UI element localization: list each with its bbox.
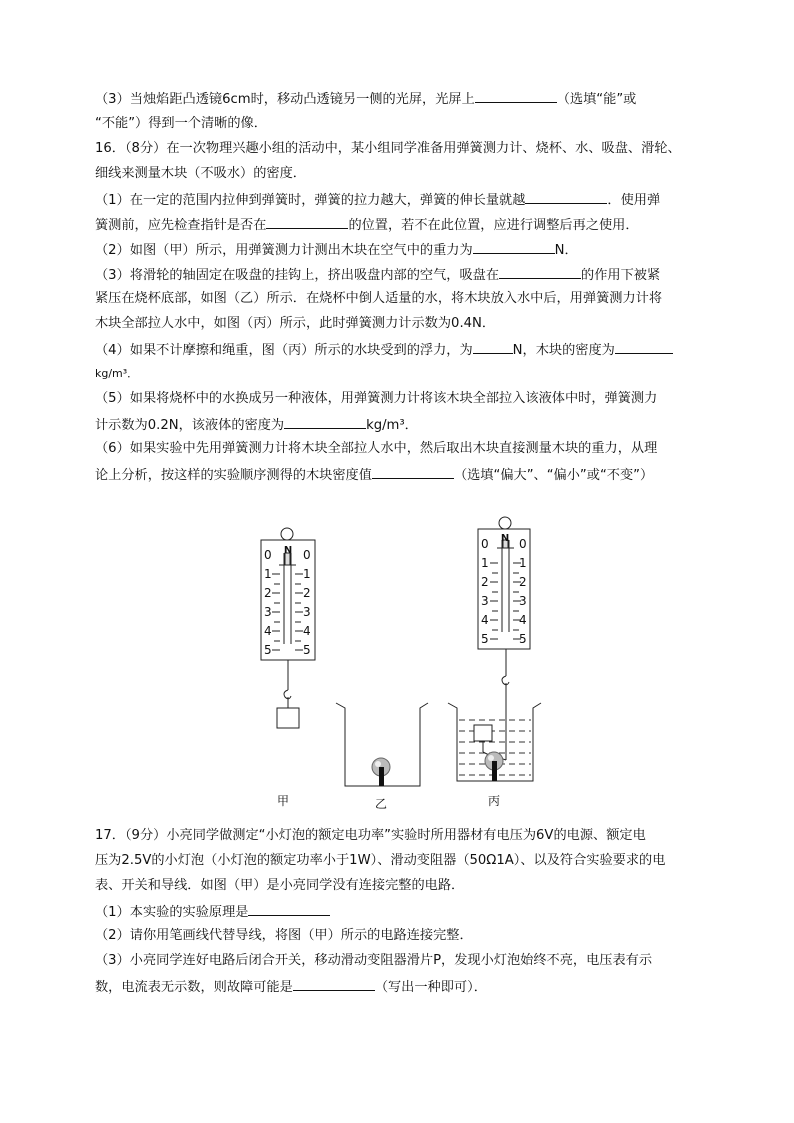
q16-part4-text-a: （4）如果不计摩擦和绳重，图（丙）所示的水块受到的浮力，为 [95,343,473,358]
q17-part3-text-c: （写出一种即可）． [374,980,487,995]
q16-part6-text-c: （选填“偏大”、“偏小”或“不变”） [453,468,654,483]
q17-part3-line1 [95,951,652,971]
scale-bing-tick-1-left: 1 [481,556,489,570]
q17-part1-text: （1）本实验的实验原理是 [95,905,249,920]
scale-bing-tick-0-right: 0 [519,537,527,551]
q16-part3-text-c: 紧压在烧杯底部，如图（乙）所示．在烧杯中倒人适量的水，将木块放入水中后，用弹簧测力计将 [95,291,663,306]
scale-bing-tick-2-right: 2 [519,575,527,589]
q16-part5-text-c: kg/m³． [366,418,418,433]
q17-part3-line2 [95,976,487,996]
scale-jia-tick-5-left: 5 [264,643,272,657]
scale-bing-tick-0-left: 0 [481,537,489,551]
scale-bing-tick-5-right: 5 [519,632,527,646]
q16-part4-text-c: kg/m³． [95,367,139,380]
scale-bing-tick-2-left: 2 [481,575,489,589]
beaker-bing [448,703,541,781]
q17-part2-line [95,926,473,946]
q16-part3-text-b: 的作用下被紧 [581,268,661,283]
q16-part6-text-b: 论上分析，按这样的实验顺序测得的木块密度值 [95,468,372,483]
q15-part3-text-b: （选填“能”或 [556,92,637,107]
q17-intro-line1 [95,826,646,846]
q17-intro-line3 [95,876,464,896]
scale-bing-tick-3-right: 3 [519,594,527,608]
scale-jia-tick-3-right: 3 [303,605,311,619]
figure-label-jia: 甲 [276,794,290,808]
scale-bing-tick-5-left: 5 [481,632,489,646]
scale-bing-tick-3-left: 3 [481,594,489,608]
q17-intro-text-b: 压为2.5V的小灯泡（小灯泡的额定功率小于1W）、滑动变阻器（50Ω1A）、以及符合实验要求的电 [95,853,666,868]
q15-part3-text-a: （3）当烛焰距凸透镜6cm时，移动凸透镜另一侧的光屏，光屏上 [95,92,475,107]
scale-jia-tick-0-right: 0 [303,548,311,562]
q17-part1-blank [248,901,330,916]
q16-intro-text-a: 16．（8分）在一次物理兴趣小组的活动中，某小组同学准备用弹簧测力计、烧杯、水、吸盘、滑轮、 [95,141,681,156]
scale-bing-tick-4-left: 4 [481,613,489,627]
scale-bing-tick-1-right: 1 [519,556,527,570]
scale-jia-tick-1-left: 1 [264,567,272,581]
q16-part1-text-b: ．使用弹 [607,193,661,208]
scale-bing-tick-4-right: 4 [519,613,527,627]
scale-jia-tick-0-left: 0 [264,548,272,562]
q16-part1-text-a: （1）在一定的范围内拉伸到弹簧时，弹簧的拉力越大，弹簧的伸长量就越 [95,193,526,208]
q17-part3-text-a: （3）小亮同学连好电路后闭合开关，移动滑动变阻器滑片P，发现小灯泡始终不亮，电压表有示 [95,953,653,968]
q16-part2-text-a: （2）如图（甲）所示，用弹簧测力计测出木块在空气中的重力为 [95,243,473,258]
q17-part2-text: （2）请你用笔画线代替导线，将图（甲）所示的电路连接完整． [95,928,473,943]
q16-part5-text-a: （5）如果将烧杯中的水换成另一种液体，用弹簧测力计将该木块全部拉入该液体中时，弹簧测力 [95,391,658,406]
q17-intro-line2 [95,851,665,871]
q16-part4-text-b: N，木块的密度为 [512,343,615,358]
q17-intro-text-a: 17．（9分）小亮同学做测定“小灯泡的额定电功率”实验时所用器材有电压为6V的电源、额定电 [95,828,646,843]
scale-jia-tick-4-right: 4 [303,624,311,638]
scale-jia-tick-4-left: 4 [264,624,272,638]
scale-jia-tick-5-right: 5 [303,643,311,657]
q15-part3-text-c: “不能”）得到一个清晰的像． [95,116,267,131]
q17-part3-blank [293,976,375,991]
beaker-yi [336,703,428,786]
q17-intro-text-c: 表、开关和导线．如图（甲）是小亮同学没有连接完整的电路． [95,878,465,893]
q16-part2-text-b: N． [554,243,578,258]
q16-part3-text-d: 木块全部拉人水中，如图（丙）所示，此时弹簧测力计示数为0.4N． [95,316,496,331]
scale-jia-unit: N [283,545,293,556]
figure-label-yi: 乙 [374,797,388,811]
q16-part5-text-b: 计示数为0.2N，该液体的密度为 [95,418,285,433]
scale-bing-unit: N [500,533,510,544]
q16-part1-text-d: 的位置，若不在此位置，应进行调整后再之使用． [348,218,639,233]
q16-part6-text-a: （6）如果实验中先用弹簧测力计将木块全部拉人水中，然后取出木块直接测量木块的重力，从理 [95,441,658,456]
q17-part3-text-b: 数，电流表无示数，则故障可能是 [95,980,293,995]
figure-label-bing: 丙 [487,794,501,808]
scale-jia-tick-1-right: 1 [303,567,311,581]
q16-part3-text-a: （3）将滑轮的轴固定在吸盘的挂钩上，挤出吸盘内部的空气，吸盘在 [95,268,500,283]
q17-part1-line [95,901,330,921]
scale-jia-tick-3-left: 3 [264,605,272,619]
scale-jia-tick-2-left: 2 [264,586,272,600]
scale-jia-tick-2-right: 2 [303,586,311,600]
q16-intro-text-b: 细线来测量木块（不吸水）的密度． [95,166,306,181]
q16-part1-text-c: 簧测前，应先检查指针是否在 [95,218,267,233]
